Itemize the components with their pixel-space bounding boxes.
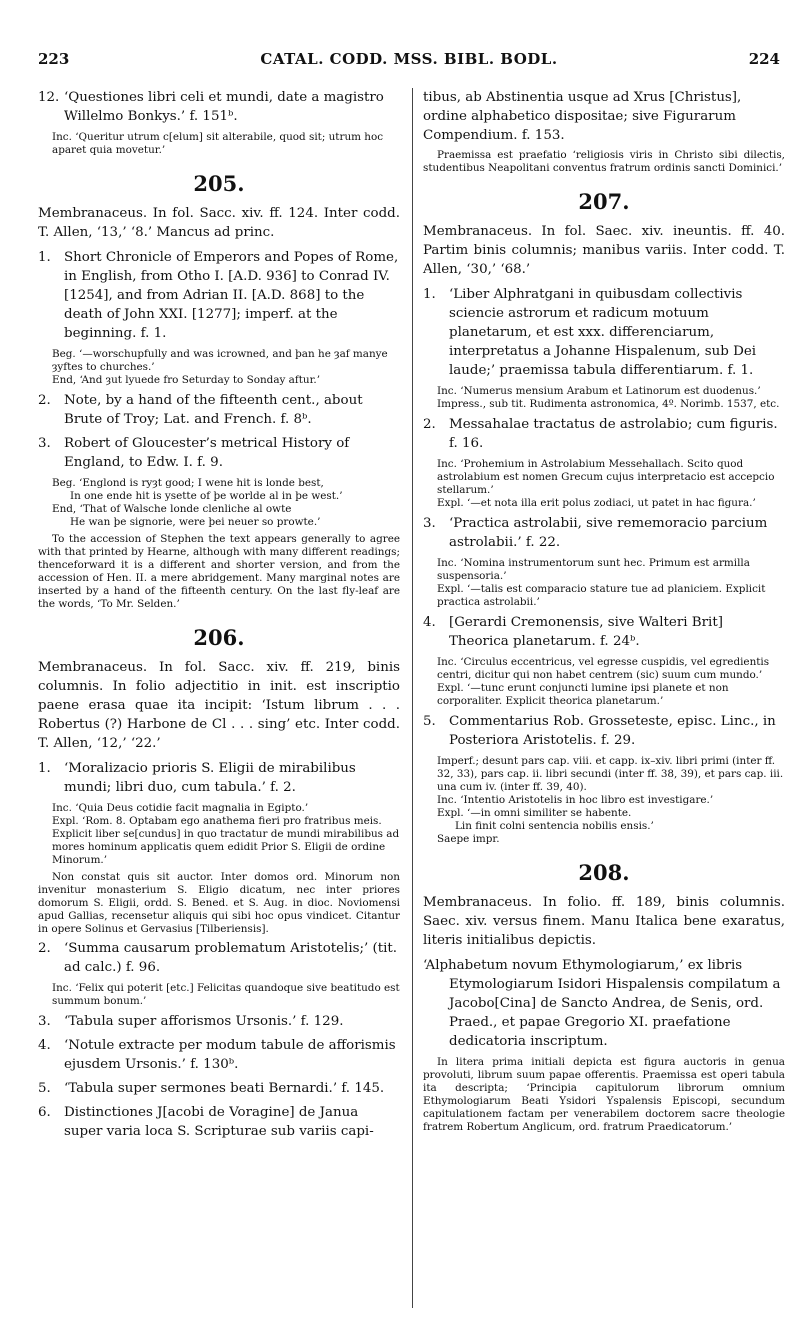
ms-205-item-2: 2. Note, by a hand of the fifteenth cent., about Brute of Troy; Lat. and French. f. 8ᵇ.: [38, 393, 363, 427]
ms-207-item-5: 5. Commentarius Rob. Grosseteste, episc. Linc., in Posteriora Aristotelis. f. 29.: [423, 714, 776, 748]
ms-207-item-3-notes: Inc. ‘Nomina instrumentorum sunt hec. Primum est armilla suspensoria.’ Expl. ‘—talis est comparacio stature tue ad planiciem. Explicit practica astrolabii.’: [437, 557, 766, 608]
column-divider: [412, 88, 413, 1308]
ms-205-item-3-remark: To the accession of Stephen the text appears generally to agree with that printed by Hearne, although with many different readings; thenceforward it is a different and shorter version, and from the accession of Hen. II. a mere abridgement. Many marginal notes are inserted by a hand of the fifteenth century. On the last fly-leaf are the words, ‘To Mr. Selden.’: [38, 533, 400, 610]
ms-207-item-3: 3. ‘Practica astrolabii, sive rememoracio parcium astrolabii.’ f. 22.: [423, 516, 768, 550]
ms-208-heading: 208.: [578, 860, 630, 885]
ms-205-item-1-notes: Beg. ‘—worschupfully and was icrowned, and þan he ȝaf manye ȝyftes to churches.’ End, ‘And ȝut lyuede fro Seturday to Sonday aftur.’: [52, 348, 388, 386]
page-number-right: 224: [748, 50, 780, 68]
ms-207-item-4: 4. [Gerardi Cremonensis, sive Walteri Brit] Theorica planetarum. f. 24ᵇ.: [423, 615, 723, 649]
ms-206-item-1-notes: Inc. ‘Quia Deus cotidie facit magnalia in Egipto.’ Expl. ‘Rom. 8. Optabam ego anathema fieri pro fratribus meis. Explicit liber se[cundus] in quo tractatur de mundi mirabilibus ad mores hominum applicatis quem edidit Prior S. Eligii de ordine Minorum.’: [52, 802, 400, 866]
ms-205-description: Membranaceus. In fol. Sacc. xiv. ff. 124. Inter codd. T. Allen, ‘13,’ ‘8.’ Mancus ad princ.: [38, 206, 400, 240]
left-column: [38, 88, 400, 1146]
ms-207-item-5-notes: Imperf.; desunt pars cap. viii. et capp. ix–xiv. libri primi (inter ff. 32, 33), pars cap. ii. libri secundi (inter ff. 38, 39), et pars cap. iii. una cum iv. (inter ff. 39, 40). Inc. ‘Intentio Aristotelis in hoc libro est investigare.’ Expl. ‘—in omni similiter se habente. Lin finit colni sentencia nobilis ensis.’ Saepe impr.: [437, 755, 784, 845]
ms-206-item-6: 6. Distinctiones J[acobi de Voragine] de Janua super varia loca S. Scripturae sub variis capi-: [38, 1105, 374, 1139]
ms-206-item-2: 2. ‘Summa causarum problematum Aristotelis;’ (tit. ad calc.) f. 96.: [38, 941, 398, 975]
ms-207-item-4-notes: Inc. ‘Circulus eccentricus, vel egresse cuspidis, vel egredientis centri, dicitur qui non habet centrem (sic) suum cum mundo.’ Expl. ‘—tunc erunt conjuncti lumine ipsi planete et non corporaliter. Explicit theorica planetarum.’: [437, 656, 770, 707]
item-12: 12. ‘Questiones libri celi et mundi, date a magistro Willelmo Bonkys.’ f. 151ᵇ.: [38, 90, 384, 124]
running-header: [38, 50, 780, 74]
ms-207-item-1-notes: Inc. ‘Numerus mensium Arabum et Latinorum est duodenus.’ Impress., sub tit. Rudimenta astronomica, 4º. Norimb. 1537, etc.: [437, 385, 780, 410]
ms-206-item-3: 3. ‘Tabula super afforismos Ursonis.’ f. 129.: [38, 1014, 344, 1029]
ms-208-main-entry: ‘Alphabetum novum Ethymologiarum,’ ex libris Etymologiarum Isidori Hispalensis compilatum a Jacobo[Cina] de Sancto Andrea, de Senis, ord. Praed., et papae Gregorio XI. praefatione dedicatoria inscriptum.: [423, 958, 781, 1049]
ms-206-item-1: 1. ‘Moralizacio prioris S. Eligii de mirabilibus mundi; libri duo, cum tabula.’ f. 2.: [38, 761, 356, 795]
ms-205-heading: 205.: [193, 171, 245, 196]
page-number-left: 223: [38, 50, 70, 68]
ms-207-item-1: 1. ‘Liber Alphratgani in quibusdam collectivis sciencie astrorum et radicum motuum planetarum, et est xxx. differenciarum, interpretatus a Johanne Hispalenum, sub Dei laude;’ praemissa tabula differentiarum. f. 1.: [423, 287, 757, 378]
ms-207-item-2-notes: Inc. ‘Prohemium in Astrolabium Messehallach. Scito quod astrolabium est nomen Grecum cujus interpretacio est accepcio stellarum.’ Expl. ‘—et nota illa erit polus zodiaci, ut patet in hac figura.’: [437, 458, 775, 509]
ms-206-item-1-remark: Non constat quis sit auctor. Inter domos ord. Minorum non invenitur monasterium S. Eligio dicatum, nec inter priores domorum S. Eligii, ordd. S. Bened. et S. Aug. in dioc. Noviomensi apud Gallias, recensetur aliquis qui sibi hoc opus vindicet. Citantur in opere Solinus et Gervasius [Tilberiensis].: [38, 871, 400, 935]
ms-205-item-3-notes: Beg. ‘Englond is ryȝt good; I wene hit is londe best, In one ende hit is ysette of þe worlde al in þe west.’ End, ‘That of Walsche londe clenliche al owte He wan þe signorie, were þei neuer so prowte.’: [52, 477, 343, 528]
ms-207-heading: 207.: [578, 189, 630, 214]
item-12-incipit: Inc. ‘Queritur utrum c[elum] sit alterabile, quod sit; utrum hoc aparet quia movetur.’: [52, 131, 384, 156]
ms-205-item-1: 1. Short Chronicle of Emperors and Popes of Rome, in English, from Otho I. [A.D. 936] to Conrad IV. [1254], and from Adrian II. [A.D. 868] to the death of John XXI. [1277]; imperf. at the beginning. f. 1.: [38, 250, 399, 341]
right-column: [423, 88, 785, 1137]
ms-206-item-6-remark: Praemissa est praefatio ‘religiosis viris in Christo sibi dilectis, studentibus Neapolitani conventus fratrum ordinis sancti Dominici.’: [423, 149, 785, 174]
ms-206-item-5: 5. ‘Tabula super sermones beati Bernardi.’ f. 145.: [38, 1081, 385, 1096]
ms-206-item-2-incipit: Inc. ‘Felix qui poterit [etc.] Felicitas quandoque sive beatitudo est summum bonum.’: [52, 982, 400, 1007]
running-title: CATAL. CODD. MSS. BIBL. BODL.: [260, 50, 558, 68]
ms-206-description: Membranaceus. In fol. Sacc. xiv. ff. 219, binis columnis. In folio adjectitio in init. est inscriptio paene erasa quae ita incipit: ‘Istum librum . . . Robertus (?) Harbone de Cl . . . sing’ etc. Inter codd. T. Allen, ‘12,’ ‘22.’: [38, 660, 400, 751]
ms-206-heading: 206.: [193, 625, 245, 650]
ms-207-item-2: 2. Messahalae tractatus de astrolabio; cum figuris. f. 16.: [423, 417, 778, 451]
ms-208-description: Membranaceus. In folio. ff. 189, binis columnis. Saec. xiv. versus finem. Manu Italica bene exaratus, literis initialibus depictis.: [423, 895, 785, 948]
ms-206-item-6-continued: tibus, ab Abstinentia usque ad Xrus [Christus], ordine alphabetico dispositae; sive Figurarum Compendium. f. 153.: [423, 90, 742, 143]
ms-207-description: Membranaceus. In fol. Saec. xiv. ineuntis. ff. 40. Partim binis columnis; manibus variis. Inter codd. T. Allen, ‘30,’ ‘68.’: [423, 224, 785, 277]
ms-208-remark: In litera prima initiali depicta est figura auctoris in genua provoluti, librum suum papae offerentis. Praemissa est operi tabula ita descripta; ‘Principia capitulorum librorum omnium Ethymologiarum Beati Ysidori Yspalensis Episcopi, secundum capitulationem factam per venerabilem doctorem sacre theologie fratrem Robertum Anglicum, ord. fratrum Praedicatorum.’: [423, 1056, 785, 1133]
ms-205-item-3: 3. Robert of Gloucester’s metrical History of England, to Edw. I. f. 9.: [38, 436, 350, 470]
ms-206-item-4: 4. ‘Notule extracte per modum tabule de afforismis ejusdem Ursonis.’ f. 130ᵇ.: [38, 1038, 396, 1072]
